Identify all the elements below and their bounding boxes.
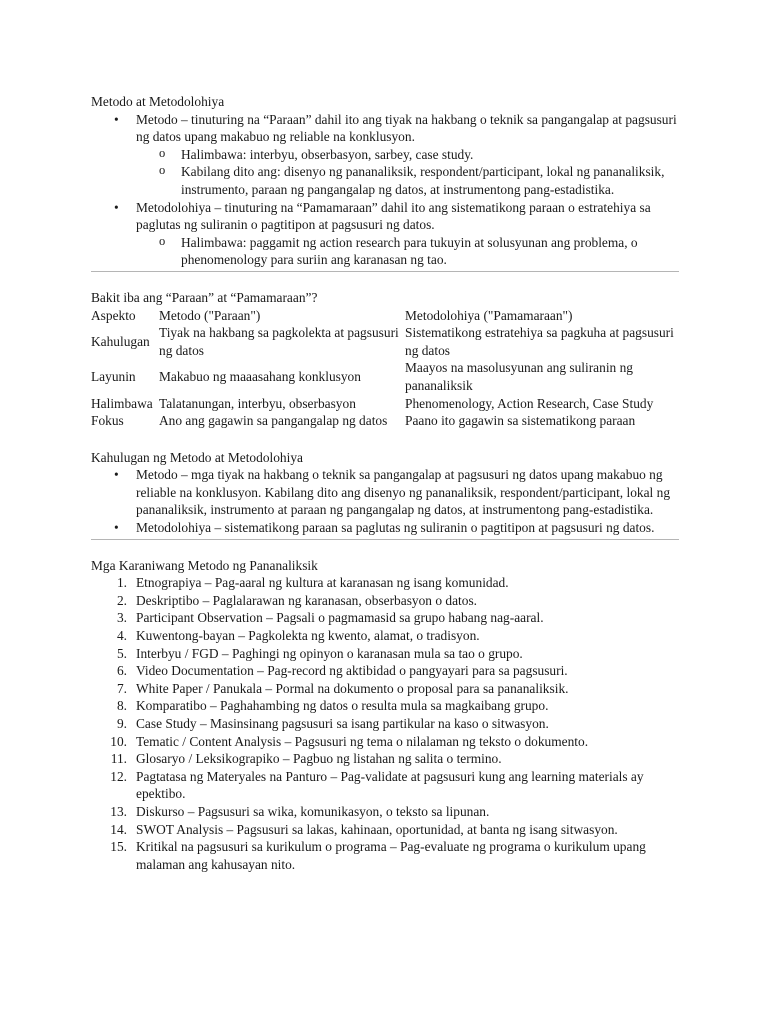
sub-item: o Halimbawa: paggamit ng action research para tukuyin at solusyunan ang problema, o phenomenology para suriin ang karanasan ng tao. (136, 234, 679, 269)
bullet-list (91, 111, 679, 269)
list-number: 2. (116, 592, 127, 608)
spacer (91, 272, 679, 289)
list-item-text: Pagtatasa ng Materyales na Panturo – Pag-validate at pagsusuri kung ang learning materials ay epektibo. (136, 768, 644, 802)
header-cell: Aspekto (91, 307, 136, 323)
list-number: 1. (116, 575, 127, 591)
bullet-item-metodo (91, 111, 679, 199)
section-title: Kahulugan ng Metodo at Metodolohiya (91, 449, 303, 465)
section-kahulugan (91, 449, 679, 540)
list-item-text: Etnograpiya – Pag-aaral ng kultura at karanasan ng isang komunidad. (136, 575, 509, 591)
numbered-list-item (91, 680, 679, 698)
numbered-list-item (91, 715, 679, 733)
section-title: Metodo at Metodolohiya (91, 94, 225, 109)
list-item-text: Diskurso – Pagsusuri sa wika, komunikasyon, o teksto sa lipunan. (136, 803, 490, 819)
list-item-text: SWOT Analysis – Pagsusuri sa lakas, kahinaan, oportunidad, at banta ng isang sitwasyon. (136, 821, 618, 837)
numbered-list-item (91, 838, 679, 873)
table-row (91, 412, 679, 430)
list-item-text: Deskriptibo – Paglalarawan ng karanasan, obserbasyon o datos. (136, 592, 477, 608)
sub-item: o Kabilang dito ang: disenyo ng pananaliksik, respondent/participant, lokal ng pananaliksik, instrumento, paraan ng pangangalap ng datos, at instrumentong pang-estadistika. (136, 163, 679, 198)
section-title: Mga Karaniwang Metodo ng Pananaliksik (91, 557, 318, 573)
table-cell: Layunin (91, 369, 136, 385)
list-number: 13. (110, 803, 127, 819)
section-metodo-at-metodolohiya (91, 93, 679, 272)
header-cell: Metodolohiya ("Pamamaraan") (405, 307, 573, 323)
numbered-list (91, 574, 679, 873)
table-cell: Ano ang gagawin sa pangangalap ng datos (159, 413, 388, 429)
table-cell: Makabuo ng maaasahang konklusyon (159, 369, 361, 385)
numbered-list-item (91, 733, 679, 751)
list-number: 15. (110, 839, 127, 855)
table-header-row (91, 307, 679, 325)
bullet-item-metodolohiya (91, 199, 679, 269)
table-cell: Tiyak na hakbang sa pagkolekta at pagsusuri ng datos (159, 325, 399, 358)
numbered-list-item (91, 645, 679, 663)
bullet-item: • Metodo – mga tiyak na hakbang o teknik sa pangangalap at pagsusuri ng datos upang makabuo ng reliable na konklusyon. Kabilang dito ang disenyo ng pananaliksik, respondent/participant, lokal ng pananaliksik, instrumento at paraan ng pangangalap ng datos, at instrumentong pang-estadistika. (91, 466, 679, 519)
document-page (91, 93, 679, 873)
list-number: 4. (116, 628, 127, 644)
list-item-text: Case Study – Masinsinang pagsusuri sa isang partikular na kaso o sitwasyon. (136, 716, 549, 731)
table-cell: Talatanungan, interbyu, obserbasyon (159, 395, 356, 411)
table-cell: Phenomenology, Action Research, Case Study (405, 395, 654, 411)
numbered-list-item (91, 627, 679, 645)
list-number: 9. (116, 716, 127, 731)
numbered-list-item (91, 768, 679, 803)
list-item-text: Video Documentation – Pag-record ng aktibidad o pangyayari para sa pagsusuri. (136, 663, 568, 679)
list-item-text: Interbyu / FGD – Paghingi ng opinyon o karanasan mula sa tao o grupo. (136, 645, 523, 661)
table-cell: Sistematikong estratehiya sa pagkuha at pagsusuri ng datos (405, 325, 674, 358)
table-cell: Fokus (91, 413, 124, 429)
list-number: 5. (116, 645, 127, 661)
numbered-list-item (91, 574, 679, 592)
list-item-text: Kritikal na pagsusuri sa kurikulum o programa – Pag-evaluate ng programa o kurikulum upang malaman ang kahusayan nito. (136, 839, 646, 872)
section-comparison (91, 289, 679, 430)
bullet-list (91, 466, 679, 536)
bullet-text: Metodo – tinuturing na “Paraan” dahil ito ang tiyak na hakbang o teknik sa pangangalap at pagsusuri ng datos upang makabuo ng reliable na konklusyon. (136, 111, 677, 145)
list-number: 14. (110, 821, 127, 837)
list-item-text: White Paper / Panukala – Pormal na dokumento o proposal para sa pananaliksik. (136, 680, 569, 696)
list-item-text: Glosaryo / Leksikograpiko – Pagbuo ng listahan ng salita o termino. (136, 751, 502, 767)
numbered-list-item (91, 662, 679, 680)
table-row (91, 324, 679, 359)
list-number: 11. (110, 751, 127, 767)
list-number: 8. (116, 698, 127, 714)
comparison-table (91, 307, 679, 430)
spacer (91, 430, 679, 449)
bullet-item: • Metodolohiya – sistematikong paraan sa paglutas ng suliranin o pagtitipon at pagsusuri ng datos. (91, 519, 679, 537)
table-cell: Halimbawa (91, 395, 153, 411)
numbered-list-item (91, 697, 679, 715)
table-cell: Kahulugan (91, 333, 150, 349)
list-number: 12. (110, 768, 127, 784)
list-number: 6. (116, 663, 127, 679)
table-row (91, 395, 679, 413)
header-cell: Metodo ("Paraan") (159, 307, 261, 323)
numbered-list-item (91, 750, 679, 768)
numbered-list-item (91, 803, 679, 821)
list-number: 10. (110, 733, 127, 749)
table-cell: Paano ito gagawin sa sistematikong paraan (405, 413, 636, 429)
list-number: 3. (116, 610, 127, 626)
bullet-text: Metodolohiya – tinuturing na “Pamamaraan” dahil ito ang sistematikong paraan o estratehiya sa paglutas ng suliranin o pagtitipon at pagsusuri ng datos. (136, 199, 651, 233)
section-title: Bakit iba ang “Paraan” at “Pamamaraan”? (91, 289, 318, 305)
list-item-text: Kuwentong-bayan – Pagkolekta ng kwento, alamat, o tradisyon. (136, 628, 480, 644)
table-cell: Maayos na masolusyunan ang suliranin ng pananaliksik (405, 360, 633, 393)
numbered-list-item (91, 592, 679, 610)
list-number: 7. (116, 680, 127, 696)
list-item-text: Komparatibo – Paghahambing ng datos o resulta mula sa magkaibang grupo. (136, 698, 549, 714)
sub-list (136, 146, 679, 199)
section-karaniwang-metodo (91, 557, 679, 874)
list-item-text: Participant Observation – Pagsali o pagmamasid sa grupo habang nag-aaral. (136, 610, 544, 626)
numbered-list-item (91, 609, 679, 627)
list-item-text: Tematic / Content Analysis – Pagsusuri ng tema o nilalaman ng teksto o dokumento. (136, 733, 589, 749)
sub-item: o Halimbawa: interbyu, obserbasyon, sarbey, case study. (136, 146, 679, 164)
sub-list (136, 234, 679, 269)
table-row (91, 359, 679, 394)
spacer (91, 540, 679, 557)
numbered-list-item (91, 821, 679, 839)
